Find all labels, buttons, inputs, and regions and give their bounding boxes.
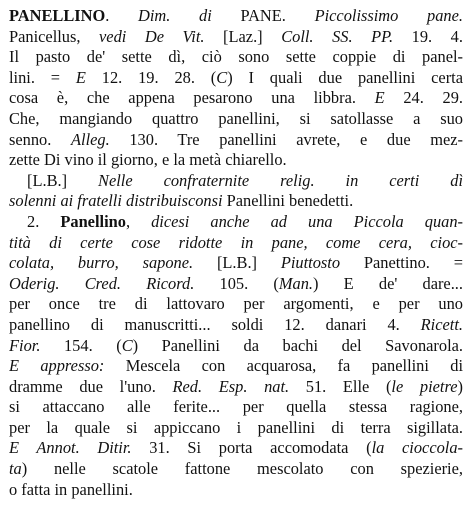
- italic-text: la cioccola-: [371, 438, 463, 458]
- text-line: [9, 274, 463, 295]
- italic-text: Nelle confraternite relig. in certi dì: [98, 170, 463, 190]
- text-line: [9, 377, 463, 398]
- text-run: 12. 19. 28. (: [85, 67, 217, 87]
- italic-text: Piuttosto: [280, 253, 341, 273]
- text-run: panellino di manuscritti... soldi 12. danari 4.: [9, 314, 421, 334]
- text-run: 105. (: [194, 273, 279, 293]
- italic-text: colata, burro, sapone.: [9, 253, 194, 273]
- text-run: ,: [125, 211, 152, 231]
- text-run: Panicellus,: [9, 26, 100, 46]
- text-run: 19. 4.: [393, 26, 463, 46]
- text-line: [9, 68, 463, 89]
- italic-text: ta: [9, 459, 22, 479]
- italic-text: E: [75, 67, 86, 87]
- italic-text: C: [216, 67, 228, 87]
- text-line: [9, 438, 463, 459]
- text-line: [9, 150, 463, 171]
- italic-text: Oderig. Cred. Ricord.: [9, 273, 195, 293]
- text-line: [9, 480, 463, 501]
- text-run: per la quale si appiccano i panellini di terra sigillata.: [9, 417, 463, 437]
- text-line: [9, 418, 463, 439]
- text-run: cosa è, che appena pesarono una libbra.: [9, 88, 375, 108]
- italic-text: Man.: [278, 273, 314, 293]
- text-run: Che, mangiando quattro panellini, si satollasse a suo: [9, 108, 463, 128]
- italic-text: Piccolissimo pane.: [314, 6, 463, 25]
- text-run: ) Panellini da bachi del Savonarola.: [132, 335, 463, 355]
- italic-text: Fior.: [9, 335, 41, 355]
- text-line: [9, 233, 463, 254]
- text-line: [9, 212, 463, 233]
- italic-text: le pietre: [391, 376, 458, 396]
- text-run: ): [457, 376, 463, 396]
- headword: Panellino: [60, 211, 126, 231]
- text-run: Mescela con acquarosa, fa panellini di: [104, 356, 463, 376]
- text-run: 24. 29.: [384, 88, 463, 108]
- text-run: dramme due l'uno.: [9, 376, 173, 396]
- text-run: Il pasto de' sette dì, ciò sono sette coppie di panel-: [9, 47, 463, 67]
- text-line: [9, 27, 463, 48]
- text-line: [9, 459, 463, 480]
- italic-text: Ricett.: [420, 314, 463, 334]
- text-run: Panellini benedetti.: [222, 191, 354, 211]
- text-run: PANE.: [211, 6, 315, 25]
- text-run: lini. =: [9, 67, 76, 87]
- text-line: [9, 315, 463, 336]
- text-line: [9, 171, 463, 192]
- text-run: per once tre di lattovaro per argomenti, e per uno: [9, 294, 463, 314]
- text-line: [9, 6, 463, 27]
- text-run: senno.: [9, 129, 71, 149]
- italic-text: C: [121, 335, 133, 355]
- headword: PANELLINO: [9, 6, 106, 25]
- italic-text: tità di certe cose ridotte in pane, come cera, cioc-: [9, 232, 463, 252]
- text-run: 130. Tre panellini avrete, e due mez-: [109, 129, 463, 149]
- text-run: [L.B.]: [27, 170, 99, 190]
- text-run: 154. (: [40, 335, 122, 355]
- text-line: [9, 88, 463, 109]
- text-run: ) E de' dare...: [313, 273, 463, 293]
- text-run: [Laz.]: [204, 26, 282, 46]
- italic-text: Coll. SS. PP.: [281, 26, 394, 46]
- text-run: 51. Elle (: [289, 376, 392, 396]
- text-run: 31. Si porta accomodata (: [131, 438, 372, 458]
- text-run: zette Di vino il giorno, e la metà chiarello.: [9, 150, 287, 170]
- text-line: [9, 47, 463, 68]
- italic-text: vedi De Vit.: [99, 26, 205, 46]
- text-run: ) I quali due panellini certa: [227, 67, 463, 87]
- text-run: si attaccano alle ferite... per quella stessa ragione,: [9, 397, 463, 417]
- italic-text: E: [374, 88, 385, 108]
- text-line: [9, 191, 463, 212]
- italic-text: E appresso:: [9, 356, 105, 376]
- text-line: [9, 109, 463, 130]
- text-run: .: [105, 6, 139, 25]
- text-run: Panettino. =: [340, 253, 463, 273]
- italic-text: E Annot. Ditir.: [9, 438, 132, 458]
- text-run: ) nelle scatole fattone mescolato con spezierie,: [21, 459, 463, 479]
- text-line: [9, 294, 463, 315]
- italic-text: Alleg.: [71, 129, 110, 149]
- text-line: [9, 253, 463, 274]
- text-run: [L.B.]: [193, 253, 281, 273]
- italic-text: dicesi anche ad una Piccola quan-: [151, 211, 463, 231]
- text-line: [9, 336, 463, 357]
- italic-text: solenni ai fratelli distribuisconsi: [9, 191, 223, 211]
- italic-text: Dim. di: [138, 6, 212, 25]
- dictionary-entry-panellino: [9, 6, 463, 500]
- text-line: [9, 356, 463, 377]
- text-run: o fatta in panellini.: [9, 479, 133, 499]
- italic-text: Red. Esp. nat.: [172, 376, 290, 396]
- text-line: [9, 130, 463, 151]
- text-run: 2.: [27, 211, 61, 231]
- text-line: [9, 397, 463, 418]
